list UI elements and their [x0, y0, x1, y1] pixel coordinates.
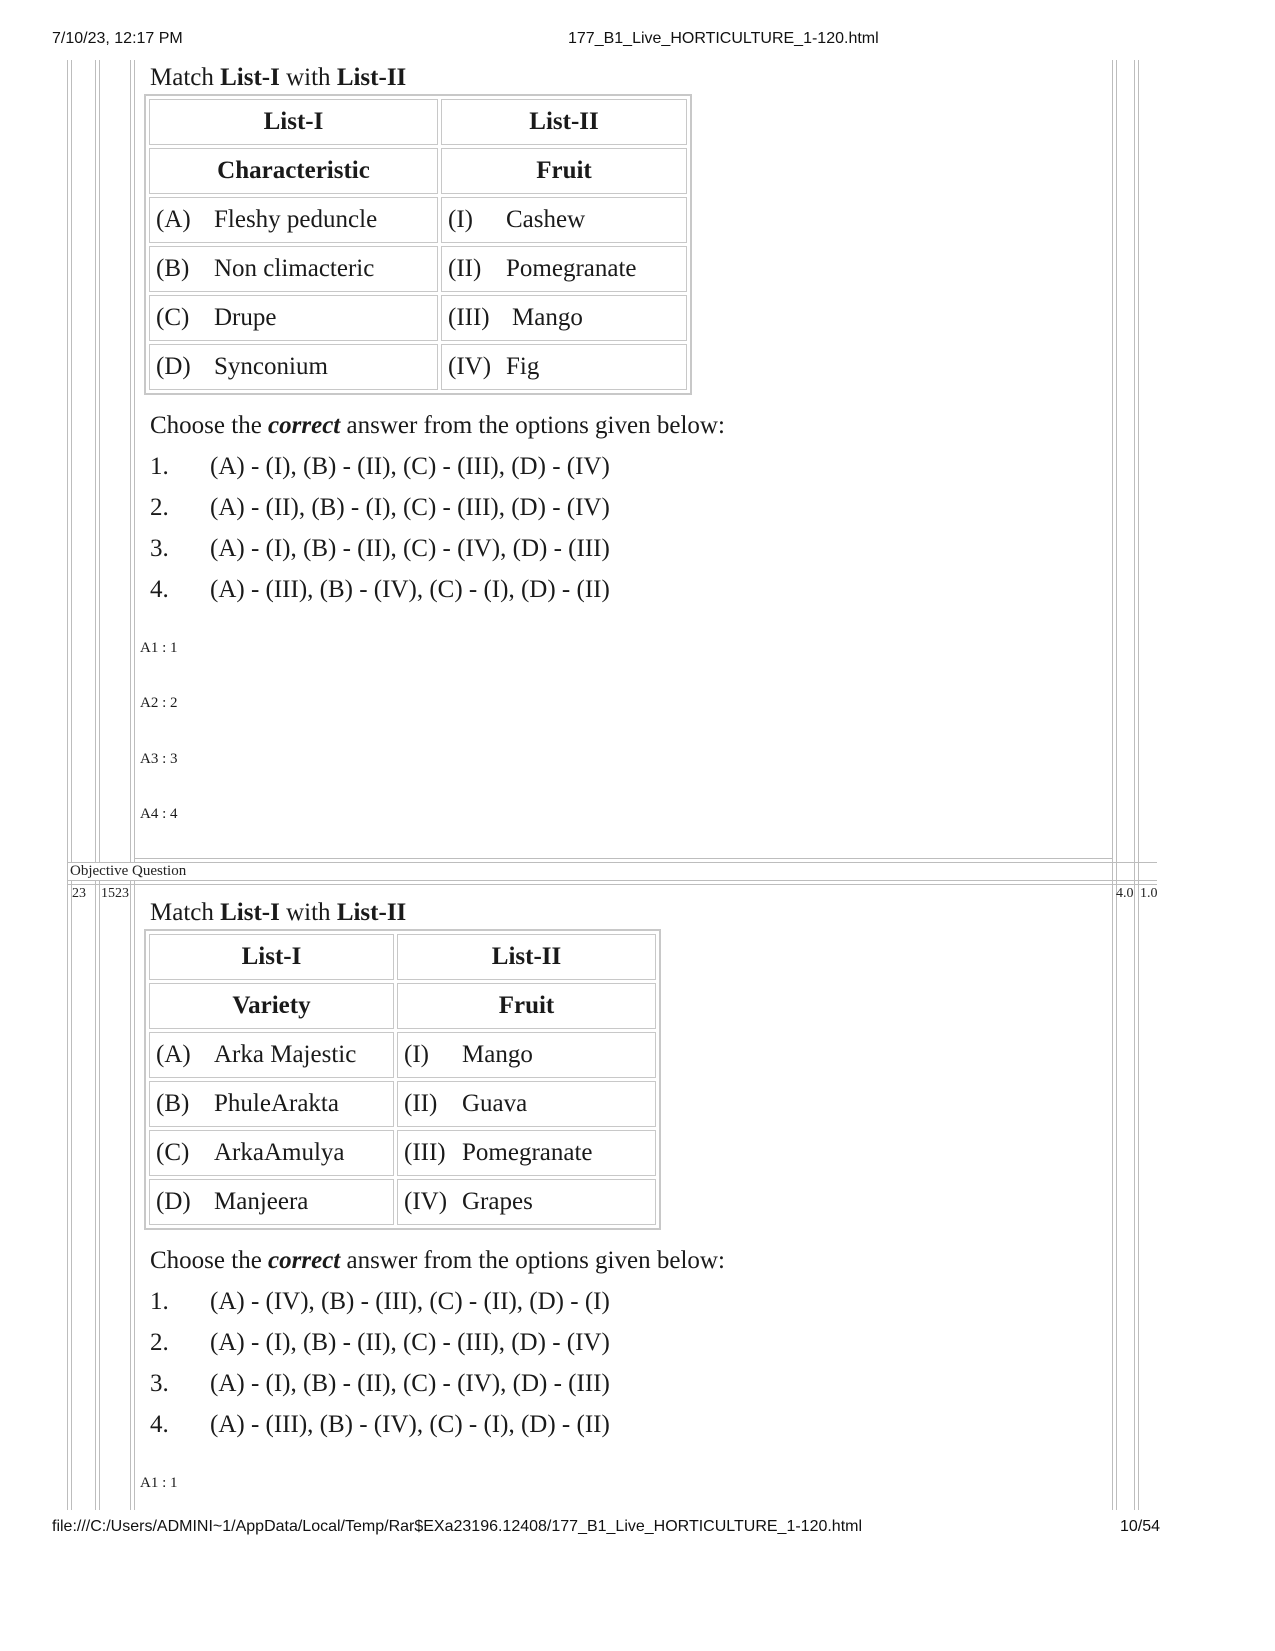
- print-file-path: file:///C:/Users/ADMINI~1/AppData/Local/Temp/Rar$EXa23196.12408/177_B1_Live_HORTICULTURE_1-120.html: [52, 1518, 863, 1535]
- q1-option-2: 2. (A) - (II), (B) - (I), (C) - (III), (D) - (IV): [150, 494, 610, 521]
- q1-answer-4: A4 : 4: [140, 806, 178, 822]
- question-mark: 4.0: [1116, 886, 1134, 901]
- print-datetime: 7/10/23, 12:17 PM: [52, 30, 183, 47]
- grid-line: [99, 60, 100, 1510]
- q1-option-3: 3. (A) - (I), (B) - (II), (C) - (IV), (D) - (III): [150, 535, 610, 562]
- q1-col2-header: List-II: [441, 99, 687, 145]
- q1-match-title: Match List-I with List-II: [150, 64, 407, 91]
- q2-col1-subheader: Variety: [149, 983, 394, 1029]
- table-row: (C) ArkaAmulya (III) Pomegranate: [149, 1130, 656, 1176]
- grid-line: [71, 60, 72, 1510]
- print-page-number: 10/54: [1120, 1518, 1161, 1535]
- q2-col2-subheader: Fruit: [397, 983, 656, 1029]
- q2-option-2: 2. (A) - (I), (B) - (II), (C) - (III), (D) - (IV): [150, 1329, 610, 1356]
- question-id: 1523: [101, 886, 129, 901]
- q2-answer-1: A1 : 1: [140, 1475, 178, 1491]
- q1-answer-1: A1 : 1: [140, 640, 178, 656]
- q2-instruction: Choose the correct answer from the options given below:: [150, 1247, 725, 1274]
- q1-answer-2: A2 : 2: [140, 695, 178, 711]
- table-row: (B) PhuleArakta (II) Guava: [149, 1081, 656, 1127]
- grid-line: [1138, 60, 1139, 1510]
- q2-col1-header: List-I: [149, 934, 394, 980]
- q1-match-table: [144, 94, 692, 395]
- row-divider: [134, 858, 1112, 859]
- q2-option-1: 1. (A) - (IV), (B) - (III), (C) - (II), (D) - (I): [150, 1288, 610, 1315]
- table-row: (D) Manjeera (IV) Grapes: [149, 1179, 656, 1225]
- table-row: (A) Fleshy peduncle (I) Cashew: [149, 197, 687, 243]
- grid-line: [134, 60, 135, 1510]
- q2-match-title: Match List-I with List-II: [150, 899, 407, 926]
- table-row: (A) Arka Majestic (I) Mango: [149, 1032, 656, 1078]
- q1-col1-subheader: Characteristic: [149, 148, 438, 194]
- q1-option-1: 1. (A) - (I), (B) - (II), (C) - (III), (D) - (IV): [150, 453, 610, 480]
- q2-col2-header: List-II: [397, 934, 656, 980]
- question-type-label: Objective Question: [70, 863, 187, 879]
- table-row: (C) Drupe (III) Mango: [149, 295, 687, 341]
- grid-line: [1134, 60, 1135, 1510]
- grid-line: [1112, 60, 1113, 1510]
- q1-instruction: Choose the correct answer from the options given below:: [150, 412, 725, 439]
- table-row: (D) Synconium (IV) Fig: [149, 344, 687, 390]
- question-number: 23: [72, 886, 86, 901]
- q1-col1-header: List-I: [149, 99, 438, 145]
- grid-line: [1116, 60, 1117, 1510]
- q1-col2-subheader: Fruit: [441, 148, 687, 194]
- print-doc-title: 177_B1_Live_HORTICULTURE_1-120.html: [568, 30, 879, 47]
- row-divider: [67, 862, 1157, 863]
- q2-option-3: 3. (A) - (I), (B) - (II), (C) - (IV), (D) - (III): [150, 1370, 610, 1397]
- grid-line: [95, 60, 96, 1510]
- grid-line: [130, 60, 131, 1510]
- row-divider: [67, 884, 1157, 885]
- row-divider: [67, 880, 1157, 881]
- q2-option-4: 4. (A) - (III), (B) - (IV), (C) - (I), (D) - (II): [150, 1411, 610, 1438]
- q2-match-table: [144, 929, 661, 1230]
- grid-line: [67, 60, 68, 1510]
- q1-answer-3: A3 : 3: [140, 751, 178, 767]
- question-negative-mark: 1.0: [1140, 886, 1157, 901]
- table-row: (B) Non climacteric (II) Pomegranate: [149, 246, 687, 292]
- q1-option-4: 4. (A) - (III), (B) - (IV), (C) - (I), (D) - (II): [150, 576, 610, 603]
